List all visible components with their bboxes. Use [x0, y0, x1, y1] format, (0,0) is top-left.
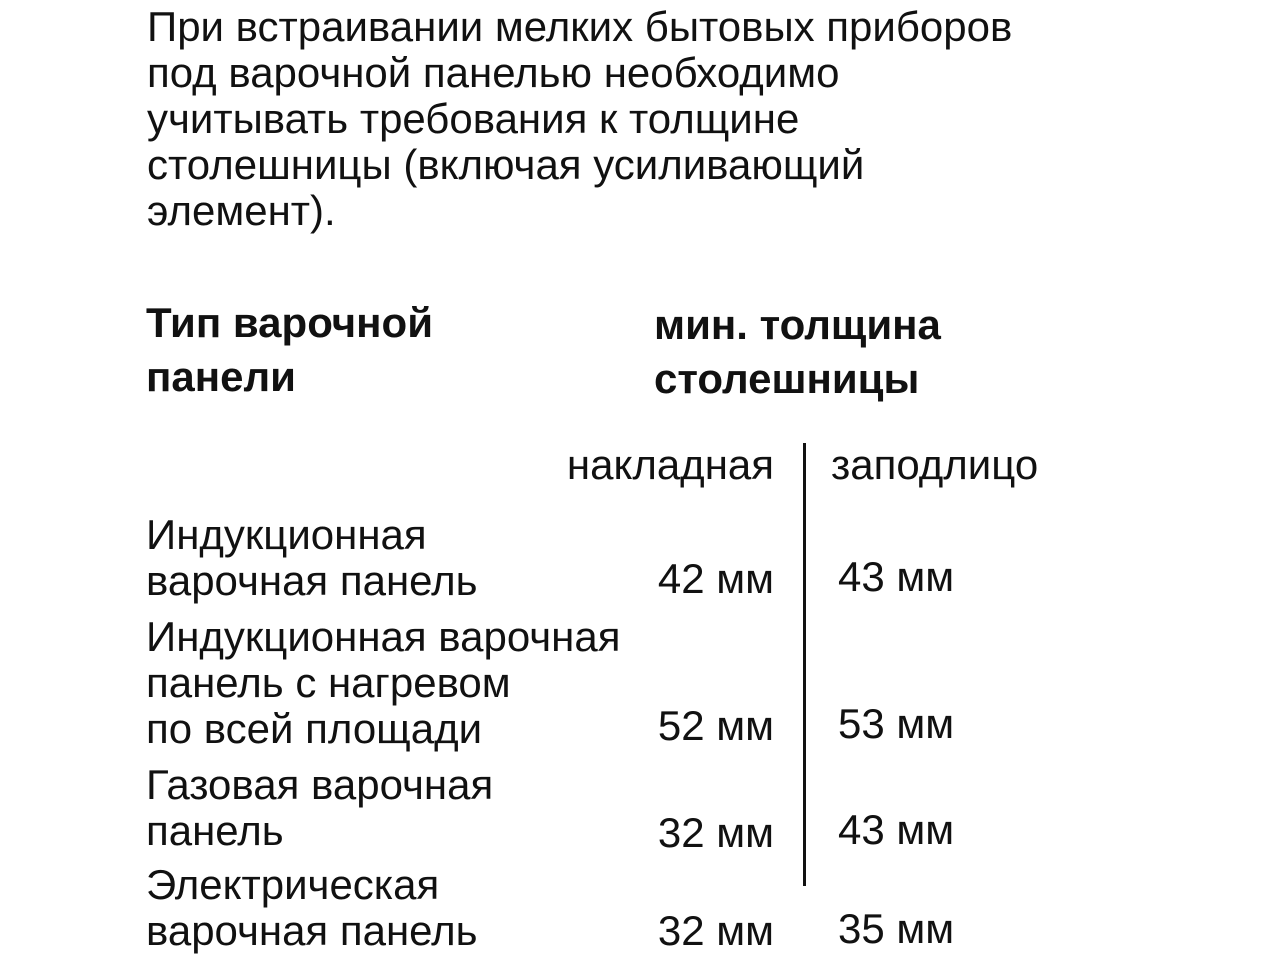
row-label-line: Газовая варочная [146, 761, 494, 808]
intro-line: учитывать требования к толщине [147, 95, 800, 142]
value-flush: 35 мм [838, 905, 955, 952]
row-label-line: Индукционная варочная [146, 613, 621, 660]
header-line: столешницы [654, 355, 920, 402]
intro-line: При встраивании мелких бытовых приборов [147, 3, 1013, 50]
intro-paragraph [147, 4, 1247, 234]
table-row-label [146, 762, 493, 854]
row-label-line: варочная панель [146, 557, 478, 604]
header-line: панели [146, 353, 296, 400]
intro-line: под варочной панелью необходимо [147, 49, 840, 96]
row-label-line: Индукционная [146, 511, 427, 558]
table-row-label [146, 614, 620, 752]
value-surface: 52 мм [657, 702, 774, 749]
subheader-flush-mount: заподлицо [831, 441, 1039, 488]
column-header-min-thickness [654, 298, 941, 406]
row-label-line: Электрическая [146, 861, 440, 908]
value-surface: 32 мм [657, 907, 774, 954]
value-surface: 42 мм [657, 555, 774, 602]
column-header-hob-type [146, 296, 433, 404]
value-surface: 32 мм [657, 809, 774, 856]
column-divider [803, 443, 806, 886]
table-row-label [146, 862, 478, 954]
intro-line: столешницы (включая усиливающий [147, 141, 865, 188]
intro-line: элемент). [147, 187, 336, 234]
header-line: мин. толщина [654, 301, 941, 348]
row-label-line: панель с нагревом [146, 659, 511, 706]
table-row-label [146, 512, 478, 604]
value-flush: 43 мм [838, 553, 955, 600]
header-line: Тип варочной [146, 299, 434, 346]
value-flush: 43 мм [838, 806, 955, 853]
value-flush: 53 мм [838, 700, 955, 747]
row-label-line: панель [146, 807, 284, 854]
row-label-line: варочная панель [146, 907, 478, 954]
subheader-surface-mount: накладная [566, 441, 774, 488]
row-label-line: по всей площади [146, 705, 483, 752]
